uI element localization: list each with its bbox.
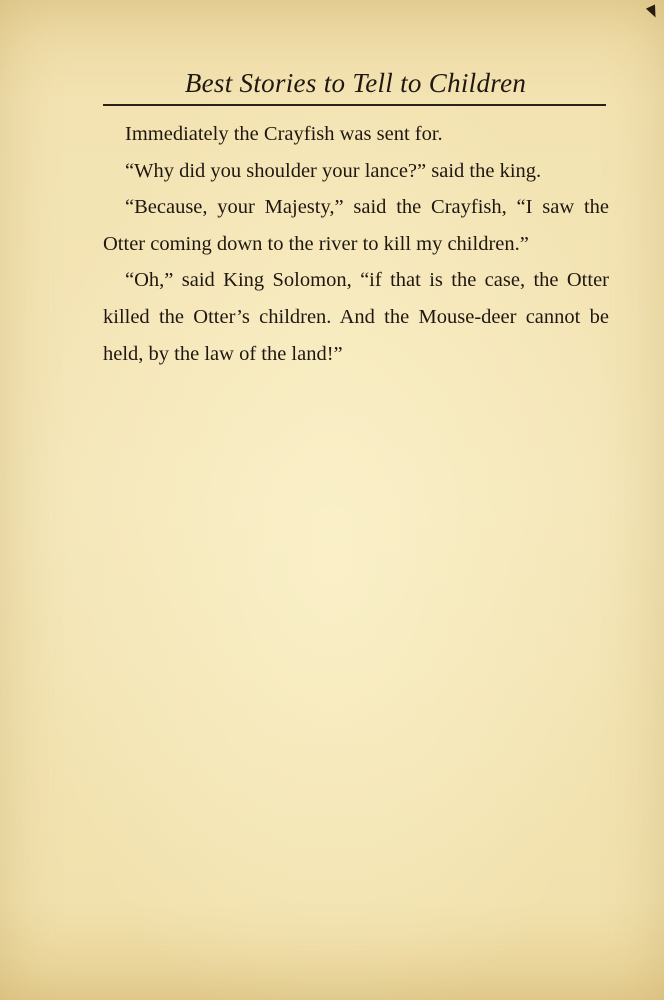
header-rule — [103, 104, 606, 106]
corner-mark — [646, 4, 660, 19]
paragraph: Immediately the Crayfish was sent for. — [125, 123, 443, 145]
paragraph: “Why did you shoulder your lance?” said the king. — [125, 159, 542, 182]
paragraph: “Because, your Majesty,” said the Crayfish, “I saw the Otter coming down to the river to kill my children.” — [103, 196, 609, 255]
body-text — [103, 116, 609, 372]
paragraph: “Oh,” said King Solomon, “if that is the case, the Otter killed the Otter’s children. And the Mouse-deer cannot be held, by the law of the land!” — [103, 269, 609, 365]
running-head: Best Stories to Tell to Children — [184, 68, 527, 98]
